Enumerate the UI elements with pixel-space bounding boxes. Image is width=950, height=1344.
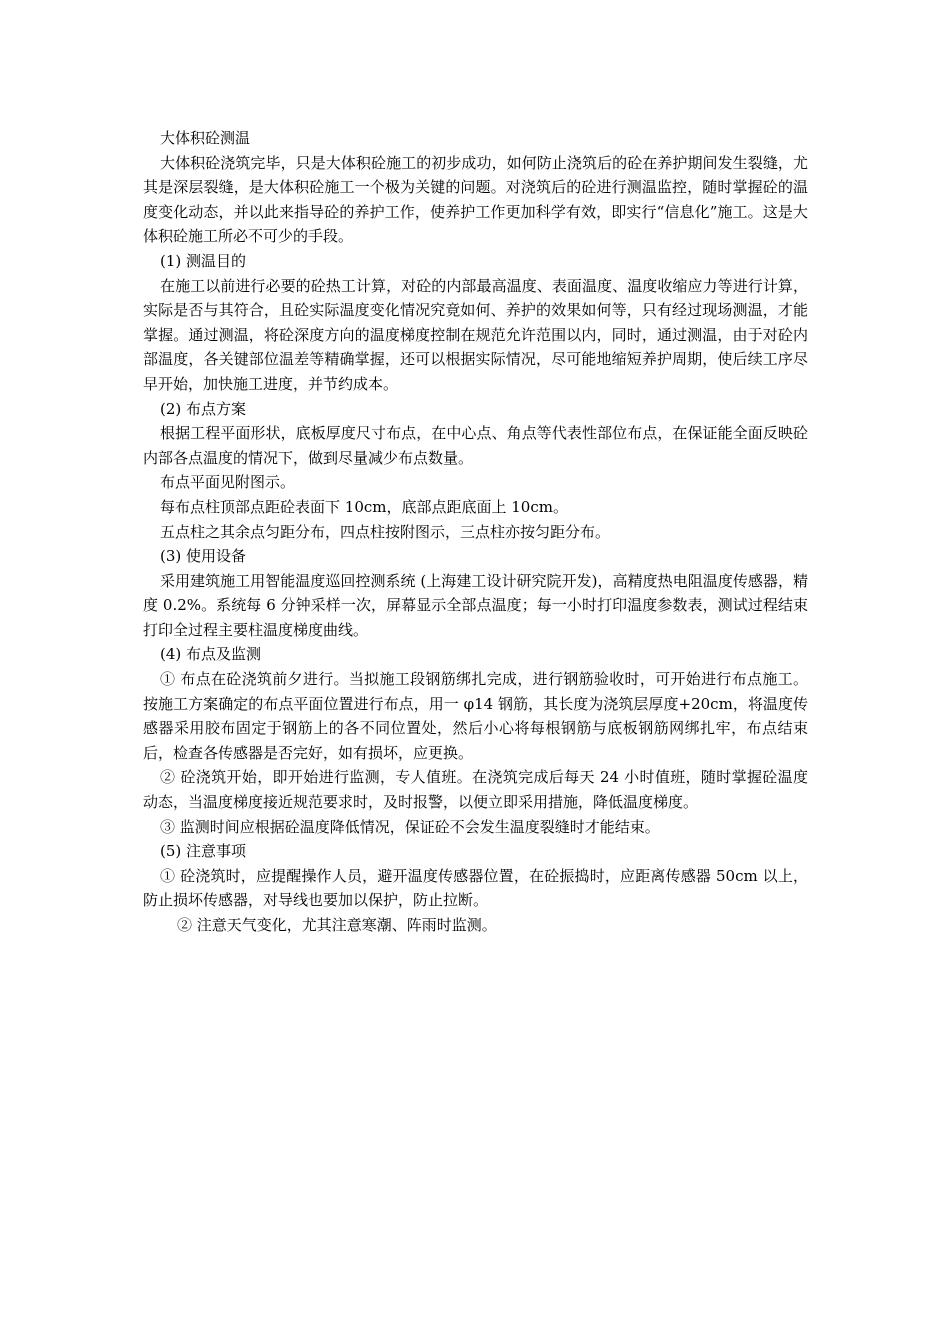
monitoring-paragraph-1: ① 布点在砼浇筑前夕进行。当拟施工段钢筋绑扎完成，进行钢筋验收时，可开始进行布点施工。按施工方案确定的布点平面位置进行布点，用一 φ14 钢筋，其长度为浇筑层厚度+20cm，将温度传感器采用胶布固定于钢筋上的各不同位置处，然后小心将每根钢筋与底板钢筋网绑扎牢，布点结束后，检查各传感器是否完好，如有损坏，应更换。 [143,670,808,762]
section-heading-notes: (5) 注意事项 [160,842,247,861]
intro-paragraph: 大体积砼浇筑完毕，只是大体积砼施工的初步成功，如何防止浇筑后的砼在养护期间发生裂缝，尤其是深层裂缝，是大体积砼施工一个极为关键的问题。对浇筑后的砼进行测温监控，随时掌握砼的温度变化动态，并以此来指导砼的养护工作，使养护工作更加科学有效，即实行“信息化”施工。这是大体积砼施工所必不可少的手段。 [143,153,808,246]
monitoring-paragraph-2: ② 砼浇筑开始，即开始进行监测，专人值班。在浇筑完成后每天 24 小时值班，随时掌握砼温度动态，当温度梯度接近规范要求时，及时报警，以便立即采用措施，降低温度梯度。 [143,768,808,812]
section-heading-layout-plan: (2) 布点方案 [160,399,247,418]
notes-paragraph-1: ① 砼浇筑时，应提醒操作人员，避开温度传感器位置，在砼振捣时，应距离传感器 50cm 以上， 防止损坏传感器，对导线也要加以保护，防止拉断。 [143,866,808,910]
layout-paragraph-4: 五点柱之其余点匀距分布，四点柱按附图示，三点柱亦按匀距分布。 [160,522,611,541]
layout-paragraph-1: 根据工程平面形状，底板厚度尺寸布点，在中心点、角点等代表性部位布点，在保证能全面反映砼内部各点温度的情况下，做到尽量减少布点数量。 [143,424,808,467]
section-heading-purpose: (1) 测温目的 [160,251,247,270]
section-heading-equipment: (3) 使用设备 [160,547,247,566]
layout-paragraph-3: 每布点柱顶部点距砼表面下 10cm，底部点距底面上 10cm。 [160,497,568,516]
document-body [143,126,808,938]
notes-paragraph-2: ② 注意天气变化，尤其注意寒潮、阵雨时监测。 [177,916,497,934]
section-heading-monitoring: (4) 布点及监测 [160,645,262,664]
purpose-paragraph: 在施工以前进行必要的砼热工计算，对砼的内部最高温度、表面温度、温度收缩应力等进行计算，实际是否与其符合，且砼实际温度变化情况究竟如何、养护的效果如何等，只有经过现场测温，才能掌握。通过测温，将砼深度方向的温度梯度控制在规范允许范围以内，同时，通过测温，由于对砼内部温度，各关键部位温差等精确掌握，还可以根据实际情况，尽可能地缩短养护周期，使后续工序尽早开始，加快施工进度，并节约成本。 [143,276,808,393]
monitoring-paragraph-3: ③ 监测时间应根据砼温度降低情况，保证砼不会发生温度裂缝时才能结束。 [160,817,660,836]
document-title: 大体积砼测温 [160,129,251,147]
equipment-paragraph: 采用建筑施工用智能温度巡回控测系统 (上海建工设计研究院开发)，高精度热电阻温度传感器，精度 0.2%。系统每 6 分钟采样一次，屏幕显示全部点温度；每一小时打印温度参数表，测试过程结束打印全过程主要柱温度梯度曲线。 [143,571,808,639]
layout-paragraph-2: 布点平面见附图示。 [160,473,296,492]
